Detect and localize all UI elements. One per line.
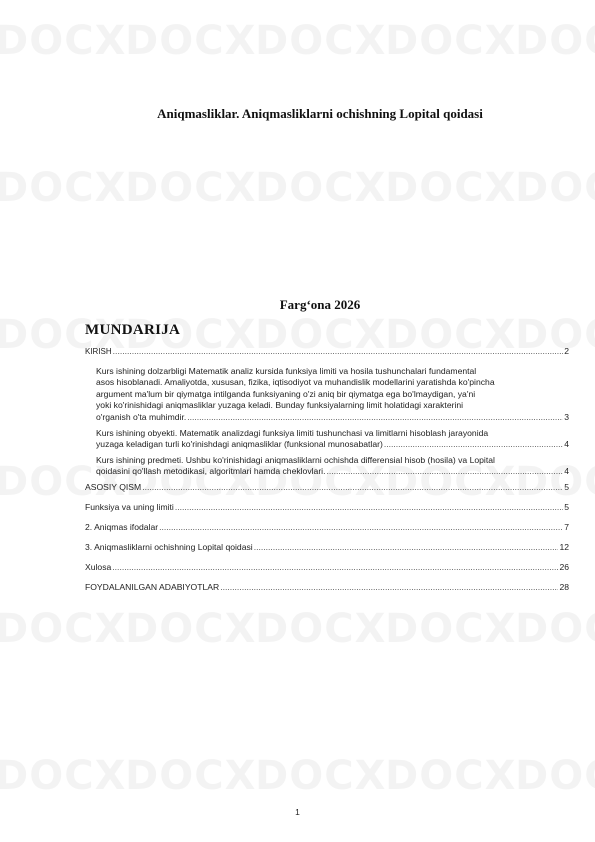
toc-page-number: 5	[564, 482, 569, 493]
toc-dot-leader	[142, 482, 563, 493]
watermark-text	[255, 18, 386, 64]
toc-entry-label: FOYDALANILGAN ADABIYOTLAR	[85, 582, 220, 593]
toc-dot-leader	[113, 346, 564, 357]
toc-entry[interactable]	[85, 346, 569, 357]
toc-entry-label: yuzaga keladigan turli ko'rinishdagi aniqmasliklar (funksional munosabatlar)	[96, 439, 383, 450]
toc-entry-label: Funksiya va uning limiti	[85, 502, 174, 513]
watermark-text	[515, 18, 595, 64]
toc-entry-label: ASOSIY QISM	[85, 482, 142, 493]
watermark-text	[385, 606, 516, 652]
toc-entry-label: o'rganish o'ta muhimdir.	[96, 411, 187, 422]
watermark-text	[515, 165, 595, 211]
watermark-text	[255, 753, 386, 799]
toc-page-number: 7	[564, 522, 569, 533]
toc-entry-line: Kurs ishining dolzarbligi Matematik analiz kursida funksiya limiti va hosila tushunchalari fundamental	[96, 366, 477, 376]
toc-page-number: 4	[564, 439, 569, 450]
watermark-text	[515, 753, 595, 799]
toc-page-number: 26	[559, 562, 569, 573]
toc-page-number: 4	[564, 466, 569, 477]
toc-entry[interactable]	[85, 542, 569, 553]
toc-entry-line: argument ma'lum bir qiymatga intilganda funksiyaning o'zi aniq bir qiymatga ega bo'lmaydigan, ya'ni	[96, 388, 476, 399]
toc-page-number: 12	[559, 542, 569, 553]
toc-entry[interactable]	[85, 522, 569, 533]
watermark-text	[125, 606, 256, 652]
toc-dot-leader	[159, 522, 563, 533]
toc-page-number: 2	[564, 346, 569, 356]
toc-page-number: 3	[564, 411, 569, 422]
watermark-text	[515, 606, 595, 652]
toc-page-number: 5	[564, 502, 569, 513]
toc-entry[interactable]	[85, 428, 569, 451]
toc-entry[interactable]	[85, 455, 569, 478]
toc-entry-label: qoidasini qo'llash metodikasi, algoritmlari hamda cheklovlari.	[96, 466, 326, 477]
toc-entry-line: Kurs ishining predmeti. Ushbu ko'rinishidagi aniqmasliklarni ochishda differensial hisob (hosila) va Lopital	[96, 455, 495, 466]
document-title: Aniqmasliklar. Aniqmasliklarni ochishning Lopital qoidasi	[157, 106, 483, 121]
toc-entry[interactable]	[85, 562, 569, 573]
watermark-text	[125, 753, 256, 799]
toc-entry[interactable]	[85, 582, 569, 593]
toc-dot-leader	[187, 412, 563, 423]
watermark-text	[255, 606, 386, 652]
toc-dot-leader	[254, 542, 559, 553]
watermark-text	[0, 753, 126, 799]
toc-dot-leader	[175, 502, 563, 513]
toc-entry-line: Kurs ishining obyekti. Matematik analizdagi funksiya limiti tushunchasi va limitlarni hisoblash jarayonida	[96, 427, 489, 438]
toc-page-number: 28	[559, 582, 569, 593]
watermark-text	[385, 753, 516, 799]
watermark-text	[0, 165, 126, 211]
toc-entry-line: yoki ko'rinishidagi aniqmasliklar yuzaga keladi. Bunday funksiyalarning limit holatidagi xarakterini	[96, 400, 464, 411]
page-number: 1	[295, 807, 300, 817]
watermark-text	[0, 18, 126, 64]
watermark-text	[385, 165, 516, 211]
toc-entry[interactable]	[85, 366, 569, 423]
watermark-text	[255, 165, 386, 211]
toc-heading: MUNDARIJA	[85, 322, 181, 338]
toc-entry-label: Xulosa	[85, 562, 112, 573]
toc-entry-label: 2. Aniqmas ifodalar	[85, 522, 159, 533]
toc-entry[interactable]	[85, 482, 569, 493]
toc-dot-leader	[112, 562, 558, 573]
watermark-text	[125, 165, 256, 211]
toc-dot-leader	[326, 466, 563, 477]
toc-entry-label: KIRISH	[85, 347, 112, 356]
watermark-text	[125, 18, 256, 64]
watermark-text	[385, 18, 516, 64]
toc-entry[interactable]	[85, 502, 569, 513]
city-year: Farg‘ona 2026	[279, 297, 361, 312]
toc-entry-label: 3. Aniqmasliklarni ochishning Lopital qoidasi	[85, 542, 253, 553]
toc-dot-leader	[384, 439, 563, 450]
watermark-text	[0, 606, 126, 652]
toc-entry-line: asos hisoblanadi. Amaliyotda, xususan, fizika, iqtisodiyot va muhandislik modellarini yaratishda ko'pincha	[96, 377, 495, 388]
toc-dot-leader	[220, 582, 558, 593]
table-of-contents	[85, 346, 569, 602]
